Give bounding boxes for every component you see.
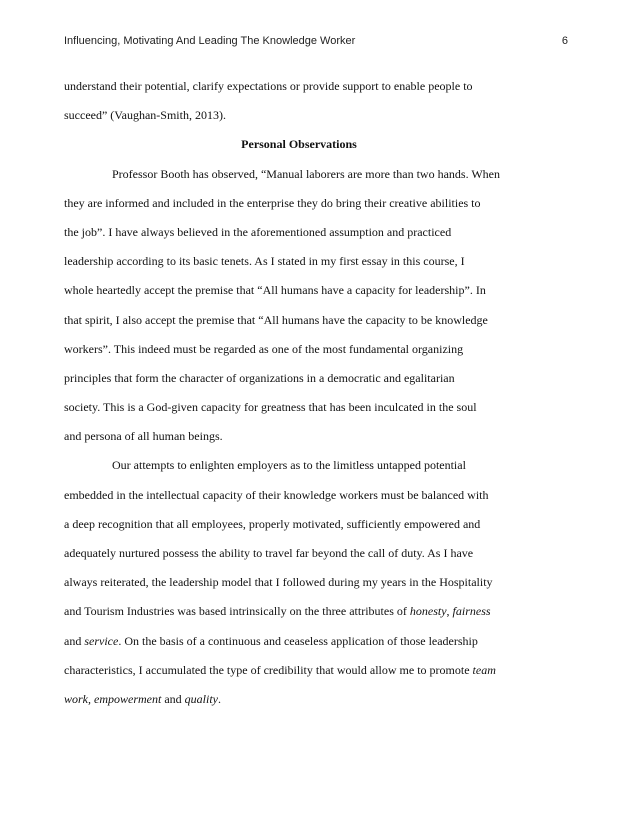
- text-line: adequately nurtured possess the ability to travel far beyond the call of duty. As I have: [64, 546, 474, 560]
- emphasis-honesty: honesty: [409, 604, 447, 619]
- running-header: [64, 35, 568, 53]
- text-line: embedded in the intellectual capacity of their knowledge workers must be balanced with: [64, 487, 489, 502]
- text-fragment: and: [164, 691, 182, 706]
- emphasis-work-empowerment: work, empowerment: [64, 691, 162, 706]
- text-line: [64, 656, 534, 685]
- text-line: Professor Booth has observed, “Manual laborers are more than two hands. When: [112, 166, 501, 181]
- emphasis-service: service: [84, 633, 119, 648]
- emphasis-fairness: fairness: [452, 604, 491, 619]
- text-fragment: and: [64, 633, 82, 648]
- emphasis-team: team: [472, 662, 496, 677]
- text-line: a deep recognition that all employees, properly motivated, sufficiently empowered and: [64, 516, 481, 531]
- page-number: 6: [561, 35, 568, 47]
- text-line: always reiterated, the leadership model that I followed during my years in the Hospitality: [64, 575, 493, 590]
- text-line: that spirit, I also accept the premise that “All humans have the capacity to be knowledge: [64, 312, 488, 327]
- text-fragment: On the basis of a continuous and ceaseless application of those leadership: [124, 633, 478, 648]
- text-line: and Tourism Industries was based intrinsically on the three attributes of honesty, fairness: [64, 604, 491, 619]
- header-title: Influencing, Motivating And Leading The Knowledge Worker: [64, 35, 356, 47]
- body-text: [64, 72, 534, 714]
- text-line: work, empowerment and quality.: [64, 691, 221, 706]
- section-heading: Personal Observations: [241, 137, 357, 152]
- text-line: leadership according to its basic tenets. As I stated in my first essay in this course, I: [64, 254, 465, 269]
- text-line: workers”. This indeed must be regarded as one of the most fundamental organizing: [64, 341, 464, 356]
- text-fragment: and Tourism Industries was based intrinsically on the three attributes of: [64, 604, 407, 619]
- text-line: Our attempts to enlighten employers as to the limitless untapped potential: [112, 458, 466, 473]
- text-line: whole heartedly accept the premise that “All humans have a capacity for leadership”. In: [64, 283, 486, 298]
- text-line: they are informed and included in the enterprise they do bring their creative abilities to: [64, 195, 481, 210]
- text-line: succeed” (Vaughan-Smith, 2013).: [64, 108, 226, 123]
- emphasis-quality: quality: [184, 691, 218, 706]
- text-line: understand their potential, clarify expectations or provide support to enable people to: [64, 79, 473, 93]
- text-fragment: characteristics, I accumulated the type of credibility that would allow me to promote: [64, 662, 470, 677]
- text-line: and service. On the basis of a continuous and ceaseless application of those leadership: [64, 633, 478, 648]
- text-line: principles that form the character of organizations in a democratic and egalitarian: [64, 370, 455, 385]
- text-line: the job”. I have always believed in the aforementioned assumption and practiced: [64, 224, 452, 239]
- text-line: and persona of all human beings.: [64, 429, 223, 444]
- text-line: society. This is a God-given capacity for greatness that has been inculcated in the soul: [64, 400, 477, 415]
